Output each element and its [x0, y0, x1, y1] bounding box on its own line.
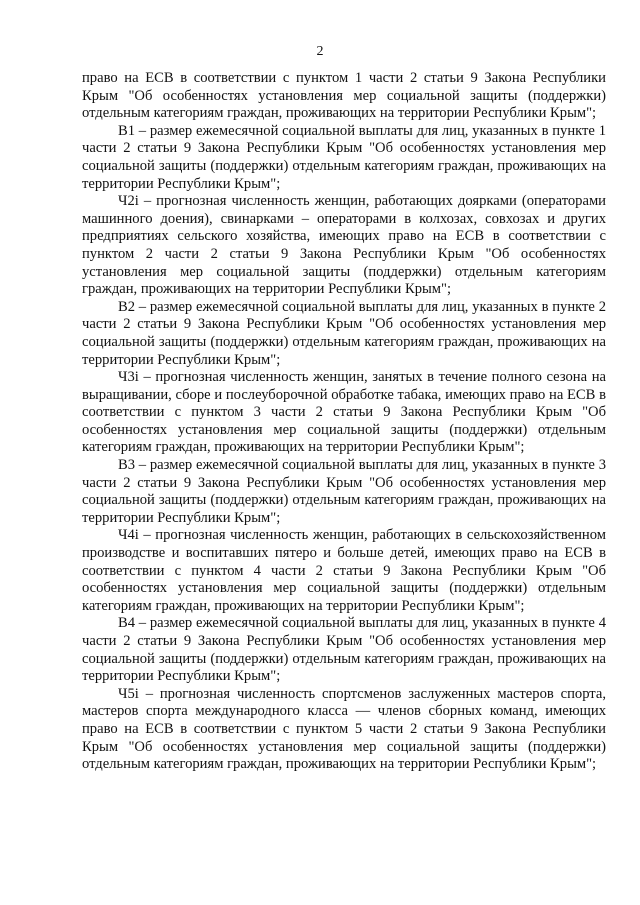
page-number: 2 — [316, 44, 324, 59]
paragraph-b3: В3 – размер ежемесячной социальной выплаты для лиц, указанных в пункте 3 части 2 статьи 9 Закона Республики Крым "Об особенностях установления мер социальной защиты (поддержки) отдельным категориям граждан, проживающих на территории Республики Крым"; — [82, 457, 606, 526]
paragraph-ch3i: Ч3i – прогнозная численность женщин, занятых в течение полного сезона на выращивании, сборе и послеуборочной обработке табака, имеющих право на ЕСВ в соответствии с пунктом 3 части 2 статьи 9 Закона Республики Крым "Об особенностях установления мер социальной защиты (поддержки) отдельным категориям граждан, проживающих на территории Республики Крым"; — [82, 369, 606, 456]
paragraph-ch5i: Ч5i – прогнозная численность спортсменов заслуженных мастеров спорта, мастеров спорта международного класса — членов сборных команд, имеющих право на ЕСВ в соответствии с пунктом 5 части 2 статьи 9 Закона Республики Крым "Об особенностях установления мер социальной защиты (поддержки) отдельным категориям граждан, проживающих на территории Республики Крым"; — [82, 685, 606, 773]
paragraph-continuation: право на ЕСВ в соответствии с пунктом 1 части 2 статьи 9 Закона Республики Крым "Об особенностях установления мер социальной защиты (поддержки) отдельным категориям граждан, проживающих на территории Республики Крым"; — [82, 70, 606, 122]
paragraph-b2: В2 – размер ежемесячной социальной выплаты для лиц, указанных в пункте 2 части 2 статьи 9 Закона Республики Крым "Об особенностях установления мер социальной защиты (поддержки) отдельным категориям граждан, проживающих на территории Республики Крым"; — [82, 298, 606, 368]
paragraph-b1: В1 – размер ежемесячной социальной выплаты для лиц, указанных в пункте 1 части 2 статьи 9 Закона Республики Крым "Об особенностях установления мер социальной защиты (поддержки) отдельным категориям граждан, проживающих на территории Республики Крым"; — [82, 122, 606, 192]
paragraph-ch2i: Ч2i – прогнозная численность женщин, работающих доярками (операторами машинного доения), свинарками – операторами в колхозах, совхозах и других предприятиях сельского хозяйства, имеющих право на ЕСВ в соответствии с пунктом 2 части 2 статьи 9 Закона Республики Крым "Об особенностях установления мер социальной защиты (поддержки) отдельным категориям граждан, проживающих на территории Республики Крым"; — [82, 193, 606, 298]
paragraph-b4: В4 – размер ежемесячной социальной выплаты для лиц, указанных в пункте 4 части 2 статьи 9 Закона Республики Крым "Об особенностях установления мер социальной защиты (поддержки) отдельным категориям граждан, проживающих на территории Республики Крым"; — [82, 615, 606, 685]
paragraph-ch4i: Ч4i – прогнозная численность женщин, работающих в сельскохозяйственном производстве и воспитавших пятеро и больше детей, имеющих право на ЕСВ в соответствии с пунктом 4 части 2 статьи 9 Закона Республики Крым "Об особенностях установления мер социальной защиты (поддержки) отдельным категориям граждан, проживающих на территории Республики Крым"; — [82, 527, 606, 614]
document-body — [82, 70, 606, 774]
